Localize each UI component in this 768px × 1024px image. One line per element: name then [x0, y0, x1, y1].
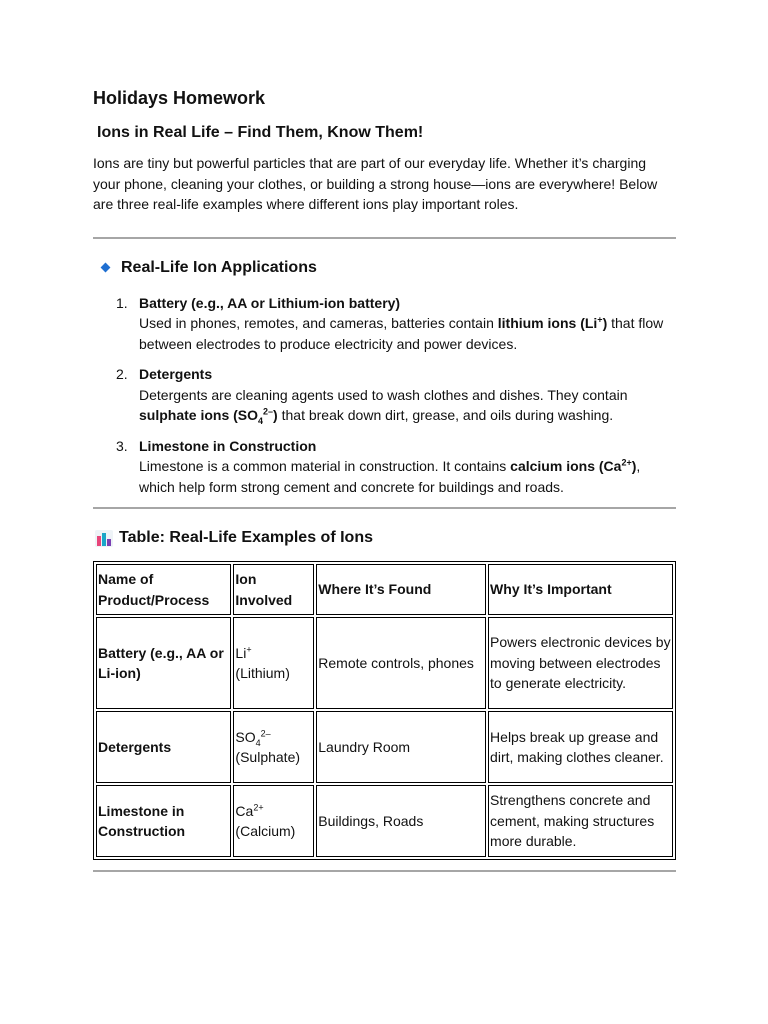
column-header: Name of Product/Process: [96, 564, 231, 615]
item-ion-close: ): [273, 407, 278, 423]
diamond-bullet-icon: [101, 263, 111, 273]
list-item-number: 1.: [116, 294, 128, 311]
item-ion-name: sulphate ions (SO: [139, 407, 259, 423]
ions-table: [93, 561, 676, 860]
ion-subscript: 4: [255, 737, 261, 748]
list-item-text: [139, 385, 676, 426]
intro-paragraph: Ions are tiny but powerful particles that are part of our everyday life. Whether it’s charging your phone, cleaning your clothes, or building a strong house—ions are everywhere! Below are three real-life examples where different ions play important roles.: [93, 155, 658, 212]
column-header: Where It’s Found: [316, 564, 486, 615]
item-ion-close: ): [602, 315, 608, 331]
table-heading-text: Table: Real-Life Examples of Ions: [119, 529, 373, 546]
item-ion-bold: [510, 458, 636, 474]
item-text-after: , which help form strong cement and concrete for buildings and roads.: [139, 458, 641, 495]
cell-why: Powers electronic devices by moving between electrodes to generate electricity.: [488, 617, 673, 709]
applications-list: [93, 293, 676, 498]
list-item: [93, 436, 676, 498]
ion-charge: +: [246, 643, 252, 654]
item-ion-charge: +: [597, 314, 603, 325]
divider: [93, 237, 676, 239]
chart-icon-bar: [97, 536, 101, 546]
ion-name: (Lithium): [235, 665, 290, 681]
list-item-number: 2.: [116, 366, 128, 382]
cell-name: Limestone in Construction: [96, 785, 231, 857]
cell-where: Laundry Room: [316, 711, 486, 783]
page-subtitle: Ions in Real Life – Find Them, Know Them!: [97, 124, 424, 141]
list-item-title: Battery (e.g., AA or Lithium-ion battery): [139, 294, 401, 311]
table-row: [96, 785, 673, 857]
list-item: [93, 293, 676, 355]
list-item-number: 3.: [116, 437, 128, 454]
cell-ion: [233, 711, 314, 783]
column-header: Why It’s Important: [488, 564, 673, 615]
item-ion-bold: [139, 406, 278, 426]
list-item-title: Detergents: [139, 366, 213, 382]
cell-why: Strengthens concrete and cement, making structures more durable.: [488, 785, 673, 857]
page-title: Holidays Homework: [93, 88, 266, 108]
item-ion-name: lithium ions (Li: [497, 315, 598, 331]
cell-name: Detergents: [96, 711, 231, 783]
item-ion-close: ): [631, 458, 637, 474]
cell-name: Battery (e.g., AA or Li-ion): [96, 617, 231, 709]
cell-ion: [233, 785, 314, 857]
bar-chart-icon: [95, 530, 113, 547]
item-text-before: Used in phones, remotes, and cameras, batteries contain: [139, 315, 498, 331]
item-ion-charge: 2–: [263, 406, 274, 417]
ion-charge: 2–: [260, 727, 271, 738]
table-heading: [93, 527, 676, 549]
ion-symbol: Li: [235, 644, 247, 661]
ion-name: (Sulphate): [235, 749, 301, 765]
chart-icon-bar: [102, 533, 106, 546]
item-ion-bold: [498, 315, 607, 331]
item-ion-subscript: 4: [258, 415, 264, 426]
item-text-before: Limestone is a common material in construction. It contains: [139, 458, 511, 474]
item-ion-name: calcium ions (Ca: [510, 458, 622, 474]
divider: [93, 870, 676, 872]
cell-ion: [233, 617, 314, 709]
cell-where: Buildings, Roads: [316, 785, 486, 857]
table-row: [96, 617, 673, 709]
item-text-after: that break down dirt, grease, and oils during washing.: [277, 407, 614, 423]
column-header: Ion Involved: [233, 564, 314, 615]
item-text-after: that flow between electrodes to produce electricity and power devices.: [139, 315, 664, 352]
chart-icon-bar: [107, 539, 111, 546]
item-text-before: Detergents are cleaning agents used to wash clothes and dishes. They contain: [139, 386, 628, 403]
table-row: [96, 711, 673, 783]
cell-why: Helps break up grease and dirt, making clothes cleaner.: [488, 711, 673, 783]
ion-name: (Calcium): [235, 823, 296, 839]
list-item: [93, 364, 676, 426]
cell-where: Remote controls, phones: [316, 617, 486, 709]
list-item-title: Limestone in Construction: [139, 437, 317, 454]
item-ion-charge: 2+: [621, 457, 632, 468]
document-page: [93, 86, 676, 872]
table-header-row: [96, 564, 673, 615]
ion-symbol: SO: [235, 728, 256, 745]
list-item-text: [139, 313, 676, 354]
applications-heading: [93, 257, 676, 279]
divider: [93, 507, 676, 509]
applications-heading-text: Real-Life Ion Applications: [121, 258, 317, 276]
ion-symbol: Ca: [235, 802, 254, 819]
list-item-text: [139, 456, 676, 497]
ion-charge: 2+: [253, 801, 264, 812]
